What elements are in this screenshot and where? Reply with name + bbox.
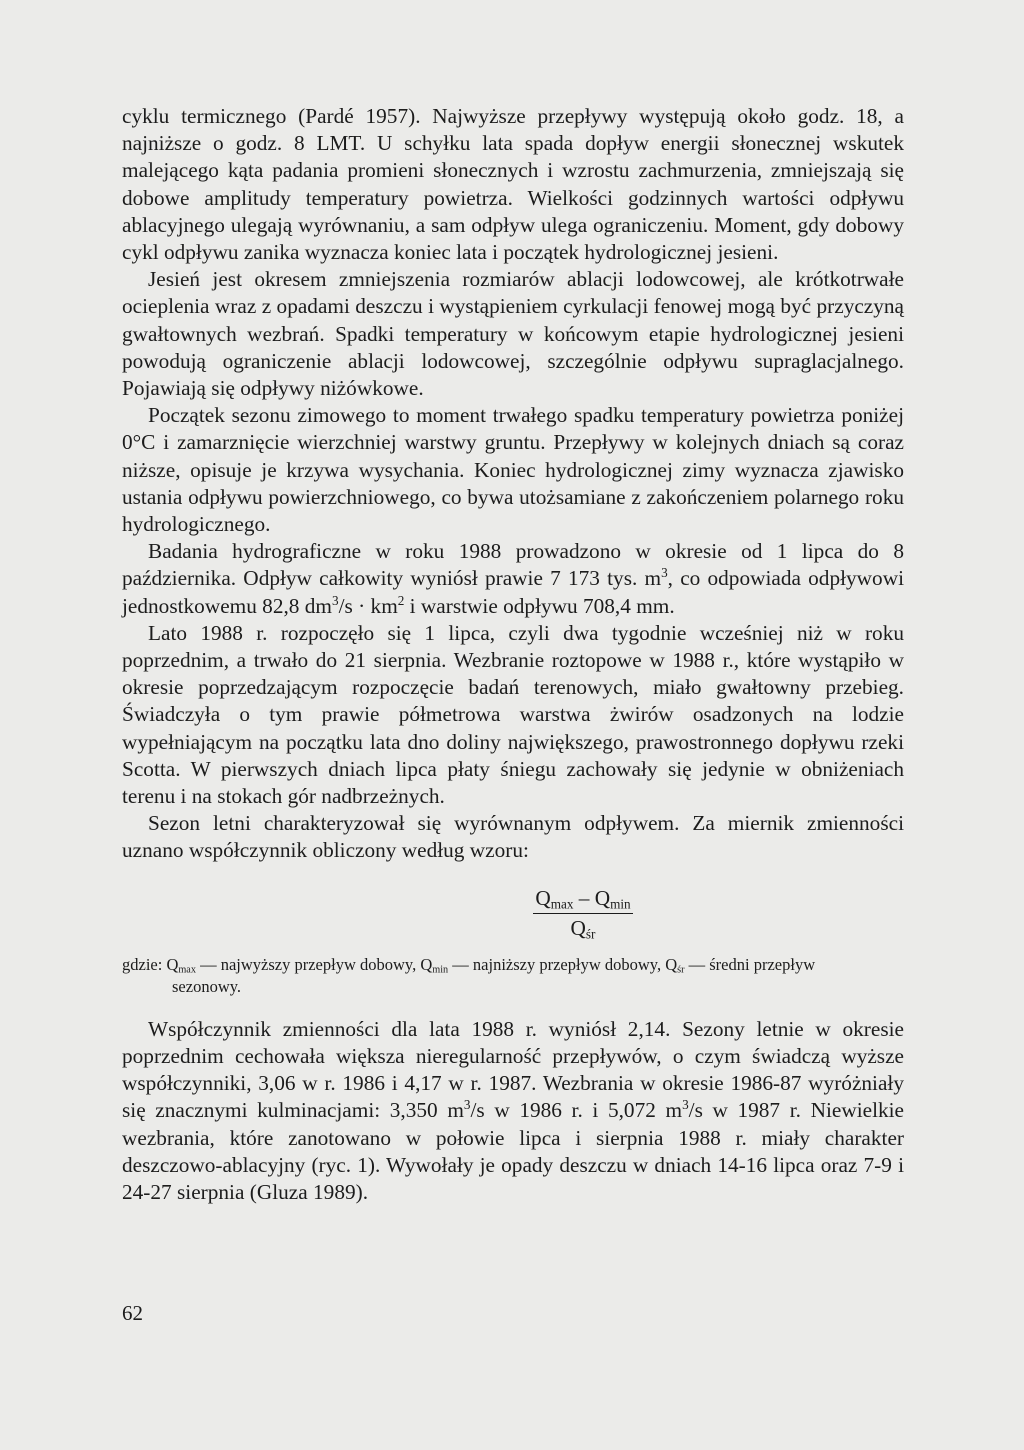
formula-legend <box>122 954 904 998</box>
body-text <box>122 103 904 1206</box>
paragraph-summer-end: cyklu termicznego (Pardé 1957). Najwyższe przepływy występują około godz. 18, a najniższe o godz. 8 LMT. U schyłku lata spada dopływ energii słonecznej wskutek malejącego kąta padania promieni słonecznych i wzrostu zachmurzenia, zmniejszają się dobowe amplitudy temperatury powietrza. Wielkości godzinnych wartości odpływu ablacyjnego ulegają wyrównaniu, a sam odpływ ulega ograniczeniu. Moment, gdy dobowy cykl odpływu zanika wyznacza koniec lata i początek hydrologicznej jesieni. <box>122 104 904 265</box>
paragraph-summer-season: Sezon letni charakteryzował się wyrównanym odpływem. Za miernik zmienności uznano współczynnik obliczony według wzoru: <box>122 811 904 863</box>
paragraph-variability: Współczynnik zmienności dla lata 1988 r. wyniósł 2,14. Sezony letnie w okresie poprzednim cechowała większa nieregularność przepływów, o czym świadczą wyższe współczynniki, 3,06 w r. 1986 i 4,17 w r. 1987. Wezbrania w okresie 1986-87 wyróżniały się znacznymi kulminacjami: 3,350 $m^3/s$ w 1986 r. i 5,072 $m^3/s$ w 1987 r. Niewielkie wezbrania, które zanotowano w połowie lipca i sierpnia 1988 r. miały charakter deszczowo-ablacyjny (ryc. 1). Wywołały je opady deszczu w dniach 14-16 lipca oraz 7-9 i 24-27 sierpnia (Gluza 1989). <box>122 1016 905 1204</box>
paragraph-summer-1988: Lato 1988 r. rozpoczęło się 1 lipca, czyli dwa tygodnie wcześniej niż w roku poprzednim, a trwało do 21 sierpnia. Wezbranie roztopowe w 1988 r., które wystąpiło w okresie poprzedzającym rozpoczęcie badań terenowych, miało gwałtowny przebieg. Świadczyła o tym prawie półmetrowa warstwa żwirów osadzonych na lodzie wypełniającym na początku lata dno doliny największego, prawostronnego dopływu rzeki Scotta. W pierwszych dniach lipca płaty śniegu zachowały się jedynie w obniżeniach terenu i na stokach gór nadbrzeżnych. <box>122 620 904 809</box>
formula-legend-line2: sezonowy. <box>172 976 242 996</box>
paragraph-autumn: Jesień jest okresem zmniejszenia rozmiarów ablacji lodowcowej, ale krótkotrwałe ocieplenia wraz z opadami deszczu i wystąpieniem cyrkulacji fenowej mogą być przyczyną gwałtownych wezbrań. Spadki temperatury w końcowym etapie hydrologicznej jesieni powodują ograniczenie ablacji lodowcowej, szczególnie odpływu supraglacjalnego. Pojawiają się odpływy niżówkowe. <box>122 267 904 401</box>
paragraph-research-1988: Badania hydrograficzne w roku 1988 prowadzono w okresie od 1 lipca do 8 października. Odpływ całkowity wyniósł prawie 7 173 tys. $m^3$, co odpowiada odpływowi jednostkowemu 82,8 $dm^3/s \cdot km^2$ i warstwie odpływu 708,4 mm. <box>122 539 904 618</box>
formula-denominator: $Q_{śr}$ <box>570 915 596 941</box>
paragraph-winter: Początek sezonu zimowego to moment trwałego spadku temperatury powietrza poniżej 0°C i zamarznięcie wierzchniej warstwy gruntu. Przepływy w kolejnych dniach są coraz niższe, opisuje je krzywa wysychania. Koniec hydrologicznej zimy wyznacza zjawisko ustania odpływu powierzchniowego, co bywa utożsamiane z zakończeniem polarnego roku hydrologicznego. <box>122 403 904 537</box>
page-number: 62 <box>122 1301 143 1325</box>
variability-formula <box>122 885 904 942</box>
formula-legend-line1: gdzie: $Q_{max}$ — najwyższy przepływ dobowy, $Q_{min}$ — najniższy przepływ dobowy, $Q_{śr}$ — średni przepływ <box>122 954 816 976</box>
formula-numerator: $Q_{max} - Q_{min}$ <box>533 885 632 914</box>
